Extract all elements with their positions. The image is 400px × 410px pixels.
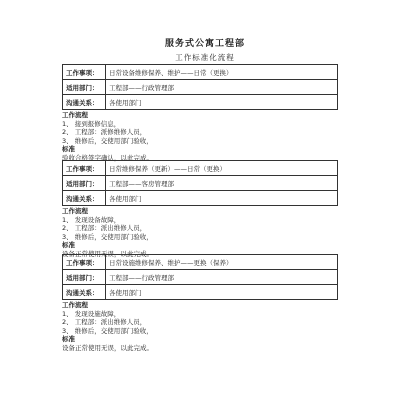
page-title: 服务式公寓工程部 bbox=[164, 39, 245, 49]
page-subtitle: 工作标准化流程 bbox=[175, 53, 235, 62]
standard-heading: 标准 bbox=[62, 335, 75, 343]
procedure-section-3 bbox=[62, 254, 338, 352]
standard-heading: 标准 bbox=[62, 145, 75, 153]
table-row bbox=[63, 285, 338, 300]
standard-text: 设备正常使用无误，以此完成。 bbox=[62, 343, 153, 352]
workflow-step: 1、 发现设施故障， bbox=[62, 309, 121, 318]
row-value: 工程部——行政管理部 bbox=[106, 270, 338, 285]
workflow-step: 2、 工程部：派出维修人员， bbox=[62, 224, 147, 232]
procedure-info-table bbox=[62, 64, 338, 110]
table-row bbox=[63, 191, 338, 206]
row-value: 日常设施维修保养、维护——更换（保养） bbox=[106, 255, 338, 270]
workflow-heading: 工作流程 bbox=[62, 111, 88, 119]
row-value: 日常维修保养（更新）——日常（更换） bbox=[106, 161, 338, 176]
table-row bbox=[63, 95, 338, 110]
row-label: 工作事项： bbox=[63, 255, 106, 270]
workflow-heading: 工作流程 bbox=[62, 207, 88, 215]
workflow-step: 3、 维修后，交使用部门验收， bbox=[62, 136, 153, 145]
workflow-step: 2、 工程部：派修维修人员， bbox=[62, 128, 147, 136]
row-value: 工程部——行政管理部 bbox=[106, 80, 338, 95]
workflow-heading: 工作流程 bbox=[62, 301, 88, 309]
workflow-step: 2、 工程部：派出维修人员， bbox=[62, 318, 147, 326]
standard-text: 设备正常使用无误，以此完成。 bbox=[62, 249, 153, 258]
row-label: 适用部门： bbox=[63, 80, 106, 95]
table-row bbox=[63, 161, 338, 176]
row-label: 工作事项： bbox=[63, 161, 106, 176]
workflow-step: 3、 维修后，交使用部门验收， bbox=[62, 232, 153, 241]
row-label: 沟通关系： bbox=[63, 285, 106, 300]
workflow-step: 3、 维修后，交使用部门验收， bbox=[62, 326, 153, 335]
row-label: 适用部门： bbox=[63, 270, 106, 285]
table-row bbox=[63, 255, 338, 270]
workflow-block bbox=[62, 301, 338, 352]
workflow-step: 1、 发现设备故障， bbox=[62, 215, 121, 224]
procedure-section-1 bbox=[62, 64, 338, 162]
standard-heading: 标准 bbox=[62, 241, 75, 249]
row-value: 工程部——客房管理部 bbox=[106, 176, 338, 191]
table-row bbox=[63, 80, 338, 95]
table-row bbox=[63, 176, 338, 191]
table-row bbox=[63, 270, 338, 285]
procedure-section-2 bbox=[62, 160, 338, 258]
row-value: 日常设备维修保养、维护——日常（更换） bbox=[106, 65, 338, 80]
row-value: 各使用部门 bbox=[106, 191, 338, 206]
standard-text: 验收合格签字确认，以此完成。 bbox=[62, 153, 153, 162]
workflow-step: 1、 接到报修信息， bbox=[62, 119, 121, 128]
row-label: 沟通关系： bbox=[63, 191, 106, 206]
row-label: 工作事项： bbox=[63, 65, 106, 80]
procedure-info-table bbox=[62, 160, 338, 206]
workflow-block bbox=[62, 111, 338, 162]
row-label: 沟通关系： bbox=[63, 95, 106, 110]
row-label: 适用部门： bbox=[63, 176, 106, 191]
row-value: 各使用部门 bbox=[106, 95, 338, 110]
workflow-block bbox=[62, 207, 338, 258]
table-row bbox=[63, 65, 338, 80]
row-value: 各使用部门 bbox=[106, 285, 338, 300]
procedure-info-table bbox=[62, 254, 338, 300]
